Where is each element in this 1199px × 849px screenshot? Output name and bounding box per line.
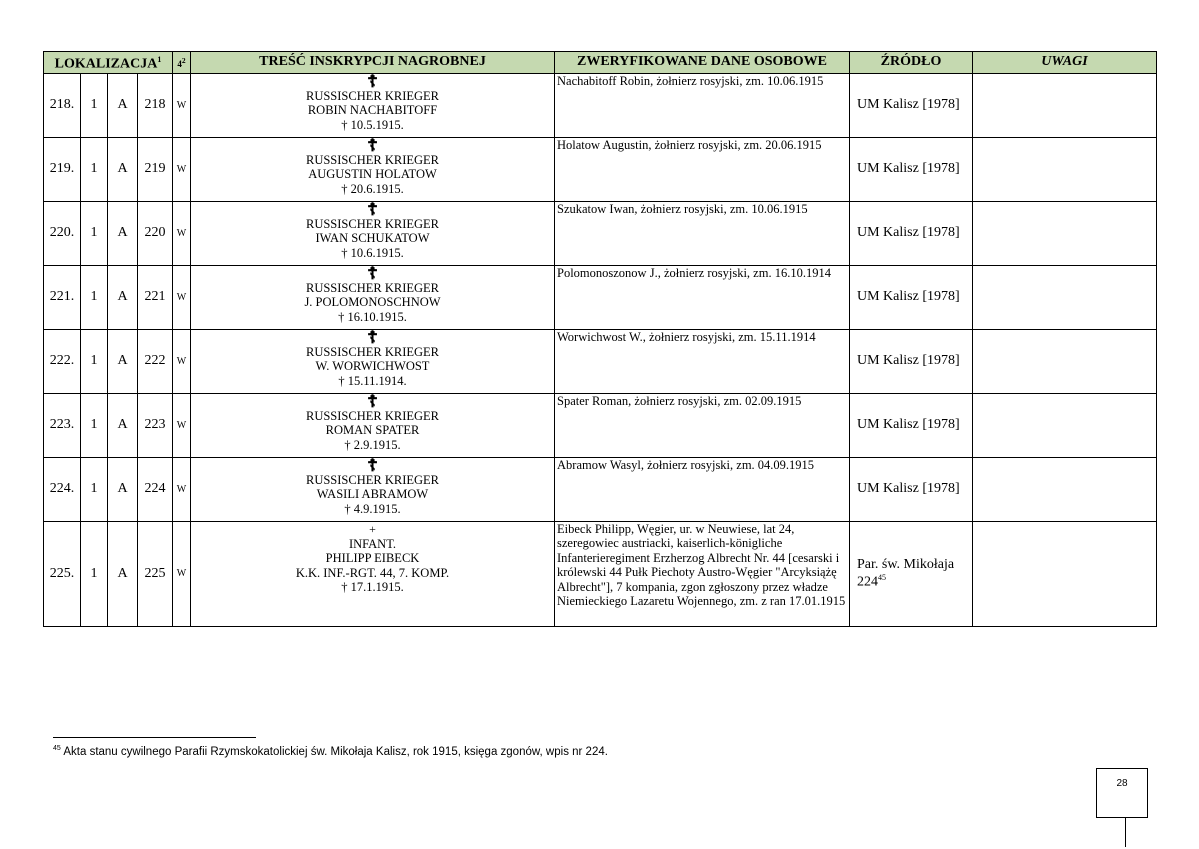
inscription-line: WASILI ABRAMOW [316, 487, 429, 502]
uwagi-cell [973, 393, 1157, 457]
inscription-cell [191, 73, 555, 137]
cross-icon: ☦ [366, 455, 379, 475]
cross-icon: + [369, 521, 376, 536]
table-row [44, 73, 1157, 137]
page-number-box [1096, 768, 1148, 818]
row-number: 224. [44, 457, 81, 521]
verified-data: Polomonoszonow J., żołnierz rosyjski, zm. 16.10.1914 [555, 265, 850, 329]
burial-register-table [43, 51, 1157, 627]
inscription-line: IWAN SCHUKATOW [315, 231, 430, 246]
verified-data: Abramow Wasyl, żołnierz rosyjski, zm. 04.09.1915 [555, 457, 850, 521]
footnote-separator [53, 737, 256, 738]
inscription-line: INFANT. [348, 536, 397, 551]
inscription-line: † 15.11.1914. [338, 373, 407, 388]
table-row [44, 265, 1157, 329]
uwagi-cell [973, 457, 1157, 521]
inscription-line: RUSSISCHER KRIEGER [305, 344, 439, 359]
table-row [44, 329, 1157, 393]
inscription-line: † 4.9.1915. [344, 501, 401, 516]
loc-row: A [108, 457, 138, 521]
inscription-line: PHILIPP EIBECK [325, 551, 420, 566]
cross-icon: ☦ [366, 263, 379, 283]
inscription-line: ROMAN SPATER [325, 423, 420, 438]
source-text: UM Kalisz [1978] [857, 161, 960, 177]
inscription-line: J. POLOMONOSCHNOW [304, 295, 441, 310]
inscription-cell [191, 201, 555, 265]
inscription-line: † 16.10.1915. [338, 309, 407, 324]
grave-type: W [173, 393, 191, 457]
source-cell [850, 137, 973, 201]
header-zrodlo: ŹRÓDŁO [850, 52, 973, 74]
loc-row: A [108, 329, 138, 393]
source-text: UM Kalisz [1978] [857, 225, 960, 241]
row-number: 220. [44, 201, 81, 265]
verified-data: Nachabitoff Robin, żołnierz rosyjski, zm. 10.06.1915 [555, 73, 850, 137]
inscription-line: RUSSISCHER KRIEGER [305, 216, 439, 231]
table-row [44, 457, 1157, 521]
row-number: 225. [44, 521, 81, 626]
verified-data: Holatow Augustin, żołnierz rosyjski, zm. 20.06.1915 [555, 137, 850, 201]
table-row [44, 521, 1157, 626]
source-cell [850, 457, 973, 521]
source-cell [850, 393, 973, 457]
loc-grave: 221 [138, 265, 173, 329]
grave-type: W [173, 201, 191, 265]
inscription-line: W. WORWICHWOST [315, 359, 430, 374]
row-number: 221. [44, 265, 81, 329]
verified-data: Eibeck Philipp, Węgier, ur. w Neuwiese, lat 24, szeregowiec austriacki, kaiserlich-königliche Infanterieregiment Erzherzog Albrecht Nr. 44 [cesarski i królewski 44 Pułk Piechoty Austro-Węgier "Arcyksiążę Albrecht"], 7 kompania, zgon zgłoszony przez władze Niemieckiego Lazaretu Wojennego, zm. z ran 17.01.1915 [555, 521, 850, 626]
cross-icon: ☦ [366, 327, 379, 347]
uwagi-cell [973, 73, 1157, 137]
inscription-line: RUSSISCHER KRIEGER [305, 88, 439, 103]
loc-grave: 222 [138, 329, 173, 393]
loc-grave: 225 [138, 521, 173, 626]
uwagi-cell [973, 521, 1157, 626]
loc-row: A [108, 265, 138, 329]
header-row [44, 52, 1157, 74]
header-col-q: $4^2$ [173, 52, 191, 74]
inscription-line: † 2.9.1915. [344, 437, 401, 452]
page-tick-line [1125, 817, 1126, 847]
table-body [44, 73, 1157, 626]
row-number: 223. [44, 393, 81, 457]
grave-type: W [173, 329, 191, 393]
footnote-ref: 45 [878, 572, 886, 582]
uwagi-cell [973, 137, 1157, 201]
row-number: 219. [44, 137, 81, 201]
inscription-cell [191, 521, 555, 626]
table-row [44, 201, 1157, 265]
inscription-line: † 10.6.1915. [341, 245, 404, 260]
grave-type: W [173, 265, 191, 329]
inscription-line: ROBIN NACHABITOFF [307, 103, 438, 118]
uwagi-cell [973, 201, 1157, 265]
source-cell [850, 265, 973, 329]
source-text: UM Kalisz [1978] [857, 97, 960, 113]
header-uwagi: UWAGI [973, 52, 1157, 74]
uwagi-cell [973, 265, 1157, 329]
header-lokalizacja: LOKALIZACJA$^1$ [44, 52, 173, 74]
grave-type: W [173, 73, 191, 137]
row-number: 222. [44, 329, 81, 393]
source-text: UM Kalisz [1978] [857, 289, 960, 305]
header-tresc: TREŚĆ INSKRYPCJI NAGROBNEJ [191, 52, 555, 74]
cross-icon: ☦ [366, 71, 379, 91]
loc-row: A [108, 521, 138, 626]
page-number: 28 [1116, 778, 1128, 789]
inscription-cell [191, 137, 555, 201]
loc-section: 1 [81, 521, 108, 626]
source-text: Par. św. Mikołaja 224 [857, 556, 955, 590]
grave-type: W [173, 457, 191, 521]
inscription-line: RUSSISCHER KRIEGER [305, 280, 439, 295]
inscription-line: † 17.1.1915. [341, 580, 404, 595]
inscription-cell [191, 329, 555, 393]
inscription-cell [191, 393, 555, 457]
source-cell [850, 329, 973, 393]
loc-grave: 219 [138, 137, 173, 201]
source-text: UM Kalisz [1978] [857, 417, 960, 433]
inscription-line: † 20.6.1915. [341, 181, 404, 196]
loc-section: 1 [81, 137, 108, 201]
header-dane: ZWERYFIKOWANE DANE OSOBOWE [555, 52, 850, 74]
loc-section: 1 [81, 329, 108, 393]
loc-row: A [108, 201, 138, 265]
source-cell [850, 73, 973, 137]
inscription-cell [191, 265, 555, 329]
verified-data: Szukatow Iwan, żołnierz rosyjski, zm. 10.06.1915 [555, 201, 850, 265]
loc-grave: 220 [138, 201, 173, 265]
verified-data: Spater Roman, żołnierz rosyjski, zm. 02.09.1915 [555, 393, 850, 457]
inscription-line: RUSSISCHER KRIEGER [305, 408, 439, 423]
inscription-line: AUGUSTIN HOLATOW [308, 167, 437, 182]
inscription-cell [191, 457, 555, 521]
verified-data: Worwichwost W., żołnierz rosyjski, zm. 15.11.1914 [555, 329, 850, 393]
source-text: UM Kalisz [1978] [857, 481, 960, 497]
uwagi-cell [973, 329, 1157, 393]
footnote: $^{45}$ Akta stanu cywilnego Parafii Rzymskokatolickiej św. Mikołaja Kalisz, rok 1915, księga zgonów, wpis nr 224. [53, 745, 608, 758]
loc-section: 1 [81, 457, 108, 521]
loc-row: A [108, 137, 138, 201]
grave-type: W [173, 521, 191, 626]
source-text: UM Kalisz [1978] [857, 353, 960, 369]
inscription-line: RUSSISCHER KRIEGER [305, 152, 439, 167]
cross-icon: ☦ [366, 199, 379, 219]
loc-section: 1 [81, 265, 108, 329]
inscription-line: RUSSISCHER KRIEGER [305, 472, 439, 487]
loc-row: A [108, 393, 138, 457]
loc-row: A [108, 73, 138, 137]
inscription-line: K.K. INF.-RGT. 44, 7. KOMP. [295, 565, 450, 580]
loc-section: 1 [81, 73, 108, 137]
grave-type: W [173, 137, 191, 201]
loc-grave: 224 [138, 457, 173, 521]
cross-icon: ☦ [366, 391, 379, 411]
source-cell [850, 521, 973, 626]
cross-icon: ☦ [366, 135, 379, 155]
table-row [44, 137, 1157, 201]
source-cell [850, 201, 973, 265]
loc-grave: 218 [138, 73, 173, 137]
loc-section: 1 [81, 201, 108, 265]
loc-grave: 223 [138, 393, 173, 457]
loc-section: 1 [81, 393, 108, 457]
inscription-line: † 10.5.1915. [341, 117, 404, 132]
row-number: 218. [44, 73, 81, 137]
table-row [44, 393, 1157, 457]
